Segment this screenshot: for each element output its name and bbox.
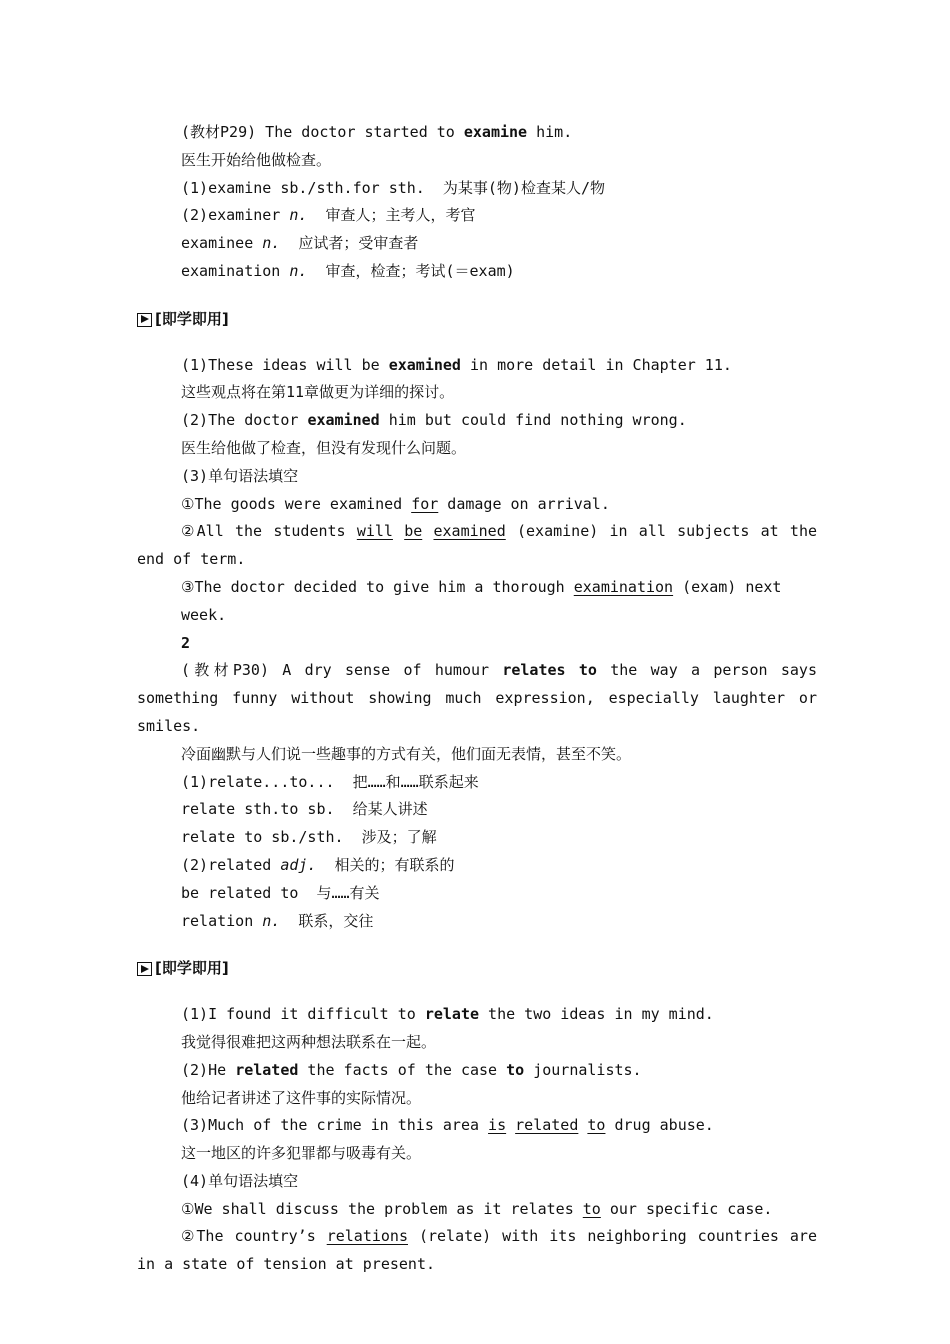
section-heading	[137, 955, 817, 983]
text: him.	[527, 123, 573, 141]
text: damage on arrival.	[438, 494, 610, 513]
answer-blank: examined	[433, 522, 506, 541]
example-translation: 我觉得很难把这两种想法联系在一起。	[181, 1032, 437, 1051]
answer-blank: is	[488, 1116, 507, 1135]
text: (2)examiner	[181, 206, 290, 225]
text: the way a person says something funny without showing much expression, especially laughter or smiles.	[137, 661, 827, 735]
textbook-sentence	[137, 657, 827, 740]
spacer	[137, 286, 817, 306]
keyword: relate	[424, 1005, 480, 1024]
spacer	[137, 935, 817, 955]
text: the two ideas in my mind.	[479, 1005, 714, 1024]
keyword: examined	[307, 411, 380, 430]
text: 审查，检查；考试(＝exam)	[307, 261, 515, 280]
text: (1)These ideas will be	[181, 355, 389, 374]
text: the facts of the case	[298, 1060, 507, 1079]
example-translation: 这些观点将在第11章做更为详细的探讨。	[181, 383, 455, 402]
exercise-item	[137, 491, 817, 519]
text: ③The doctor decided to give him a thorough	[181, 577, 574, 596]
sentence-translation: 冷面幽默与人们说一些趣事的方式有关，他们面无表情，甚至不笑。	[181, 744, 632, 763]
text: him but could find nothing wrong.	[379, 411, 687, 430]
text: ①The goods were examined	[181, 494, 412, 513]
answer-blank: related	[515, 1116, 579, 1135]
exercise-item	[137, 1196, 817, 1224]
text: examination	[181, 261, 290, 280]
document-content	[137, 119, 827, 1279]
text: (1)I found it difficult to	[181, 1005, 425, 1024]
example-translation: 他给记者讲述了这件事的实际情况。	[181, 1088, 422, 1107]
example-sentence	[137, 1112, 817, 1140]
exercise-title: (4)单句语法填空	[181, 1171, 299, 1190]
usage-line	[137, 202, 817, 230]
text: 相关的；有联系的	[316, 855, 455, 874]
usage-line: (1)examine sb./sth.for sth. 为某事(物)检查某人/物	[181, 178, 605, 197]
exercise-title: (3)单句语法填空	[181, 466, 299, 485]
play-icon	[137, 313, 152, 327]
text: (3)Much of the crime in this area	[181, 1116, 489, 1135]
text: in more detail in Chapter 11.	[460, 355, 732, 374]
usage-line	[137, 852, 817, 880]
example-translation: 医生给他做了检查，但没有发现什么问题。	[181, 438, 467, 457]
text: ②The country’s	[181, 1227, 327, 1246]
text: examinee	[181, 234, 263, 253]
usage-line: (1)relate...to... 把……和……联系起来	[181, 772, 479, 791]
usage-line: relate to sb./sth. 涉及；了解	[181, 828, 437, 847]
usage-line	[137, 230, 817, 258]
keyword: relates to	[502, 661, 597, 680]
section-label: [即学即用]	[155, 959, 229, 978]
answer-blank: for	[411, 494, 439, 513]
text: our specific case.	[600, 1199, 773, 1218]
part-of-speech: n.	[289, 261, 308, 280]
keyword: related	[235, 1060, 299, 1079]
text: (relate) with its neighboring countries are in a state of tension at present.	[137, 1227, 827, 1274]
exercise-item	[137, 1223, 827, 1279]
part-of-speech: n.	[289, 206, 308, 225]
text: (2)related	[181, 855, 281, 874]
answer-blank: be	[404, 522, 423, 541]
text: drug abuse.	[605, 1116, 714, 1135]
usage-line	[137, 258, 817, 286]
part-of-speech: adj.	[280, 855, 317, 874]
exercise-item	[137, 574, 817, 630]
example-sentence	[137, 1057, 817, 1085]
text: (2)The doctor	[181, 411, 308, 430]
exercise-item	[137, 518, 827, 574]
sentence-translation: 医生开始给他做检查。	[181, 150, 332, 169]
usage-line	[137, 908, 817, 936]
text: journalists.	[524, 1060, 642, 1079]
example-sentence	[137, 1001, 817, 1029]
text: 应试者；受审查者	[280, 234, 419, 253]
keyword: examine	[463, 123, 528, 141]
text: 联系，交往	[280, 911, 374, 930]
answer-blank: relations	[326, 1227, 408, 1246]
section-label: [即学即用]	[155, 309, 229, 328]
usage-line: be related to 与……有关	[181, 883, 380, 902]
example-sentence	[137, 352, 817, 380]
keyword: examined	[388, 355, 461, 374]
keyword: to	[506, 1060, 525, 1079]
part-of-speech: n.	[262, 911, 281, 930]
usage-line: relate sth.to sb. 给某人讲述	[181, 800, 428, 819]
part-of-speech: n.	[262, 234, 281, 253]
text: (2)He	[181, 1060, 236, 1079]
spacer	[137, 334, 817, 352]
section-heading	[137, 306, 817, 334]
textbook-sentence	[137, 119, 817, 147]
text: (教材P30) A dry sense of humour	[181, 661, 503, 680]
answer-blank: examination	[573, 577, 674, 596]
play-icon	[137, 962, 152, 976]
item-number: 2	[181, 633, 191, 652]
answer-blank: will	[356, 522, 393, 541]
text: (examine) in all subjects at the end of term.	[137, 522, 827, 569]
text: 审查人；主考人，考官	[307, 206, 476, 225]
answer-blank: to	[587, 1116, 606, 1135]
answer-blank: to	[582, 1199, 601, 1218]
example-sentence	[137, 407, 817, 435]
example-translation: 这一地区的许多犯罪都与吸毒有关。	[181, 1144, 422, 1163]
text: (exam) next week.	[181, 577, 791, 624]
text: ②All the students	[181, 522, 357, 541]
text: ①We shall discuss the problem as it relates	[181, 1199, 583, 1218]
text: (教材P29) The doctor started to	[181, 123, 464, 141]
spacer	[137, 983, 817, 1001]
text: relation	[181, 911, 263, 930]
